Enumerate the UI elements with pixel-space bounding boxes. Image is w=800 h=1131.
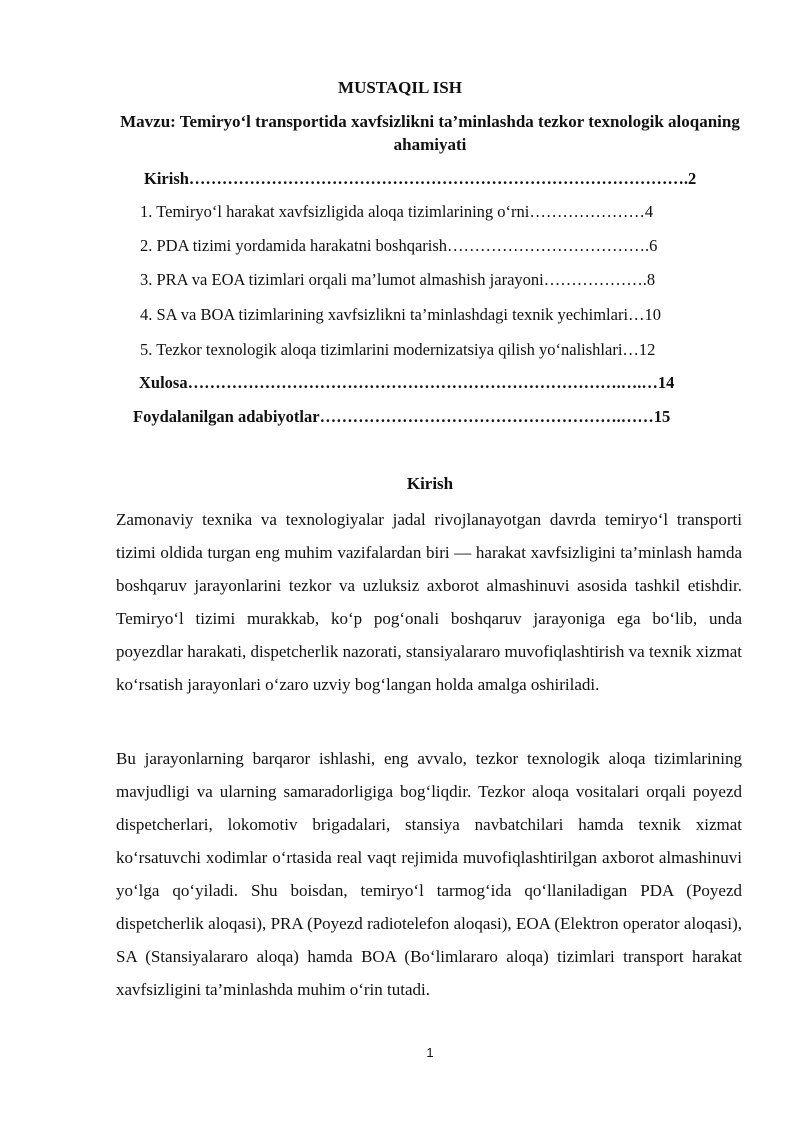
page-number: 1 bbox=[426, 1045, 434, 1060]
toc-entry: 4. SA va BOA tizimlarining xavfsizlikni ta’minlashdagi texnik yechimlari…10 bbox=[140, 305, 662, 324]
body-paragraph: Bu jarayonlarning barqaror ishlashi, eng avvalo, tezkor texnologik aloqa tizimlarining mavjudligi va ularning samaradorligiga bog‘liqdir. Tezkor aloqa vositalari orqali poyezd dispetcherlari, lokomotiv brigadalari, stansiya navbatchilari hamda texnik xizmat ko‘rsatuvchi xodimlar o‘rtasida real vaqt rejimida muvofiqlashtirilgan axborot almashinuvi yo‘lga qo‘yiladi. Shu boisdan, temiryo‘l tarmog‘ida qo‘llaniladigan PDA (Poyezd dispetcherlik aloqasi), PRA (Poyezd radiotelefon aloqasi), EOA (Elektron operator aloqasi), SA (Stansiyalararo aloqa) hamda BOA (Bo‘limlararo aloqa) tizimlari transport harakat xavfsizligini ta’minlashda muhim o‘rin tutadi. bbox=[116, 749, 742, 999]
toc-entry-conclusion: Xulosa…………………………………………………………………….….…14 bbox=[139, 373, 675, 392]
document-title: MUSTAQIL ISH bbox=[338, 78, 462, 97]
body-paragraph: Zamonaviy texnika va texnologiyalar jadal rivojlanayotgan davrda temiryo‘l transporti tizimi oldida turgan eng muhim vazifalardan biri — harakat xavfsizligini ta’minlash hamda boshqaruv jarayonlarini tezkor va uzluksiz axborot almashinuvi asosida tashkil etishdir. Temiryo‘l tizimi murakkab, ko‘p pog‘onali boshqaruv jarayoniga ega bo‘lib, unda poyezdlar harakati, dispetcherlik nazorati, stansiyalararo muvofiqlashtirish va texnik xizmat ko‘rsatish jarayonlari o‘zaro uzviy bog‘langan holda amalga oshiriladi. bbox=[116, 510, 742, 694]
section-heading: Kirish bbox=[406, 474, 454, 493]
toc-entry-intro: Kirish……………………………………………………………………………….2 bbox=[144, 169, 697, 188]
toc-entry: 2. PDA tizimi yordamida harakatni boshqarish……………………………….6 bbox=[140, 236, 658, 255]
document-topic: Mavzu: Temiryo‘l transportida xavfsizlikni ta’minlashda tezkor texnologik aloqaning ahamiyati bbox=[120, 112, 740, 154]
toc-entry: 3. PRA va EOA tizimlari orqali ma’lumot almashish jarayoni……………….8 bbox=[140, 270, 656, 289]
toc-entry: 5. Tezkor texnologik aloqa tizimlarini modernizatsiya qilish yo‘nalishlari…12 bbox=[140, 340, 656, 359]
toc-entry-references: Foydalanilgan adabiyotlar……………………………………………….……15 bbox=[133, 407, 671, 426]
toc-entry: 1. Temiryo‘l harakat xavfsizligida aloqa tizimlarining o‘rni…………………4 bbox=[140, 202, 654, 221]
